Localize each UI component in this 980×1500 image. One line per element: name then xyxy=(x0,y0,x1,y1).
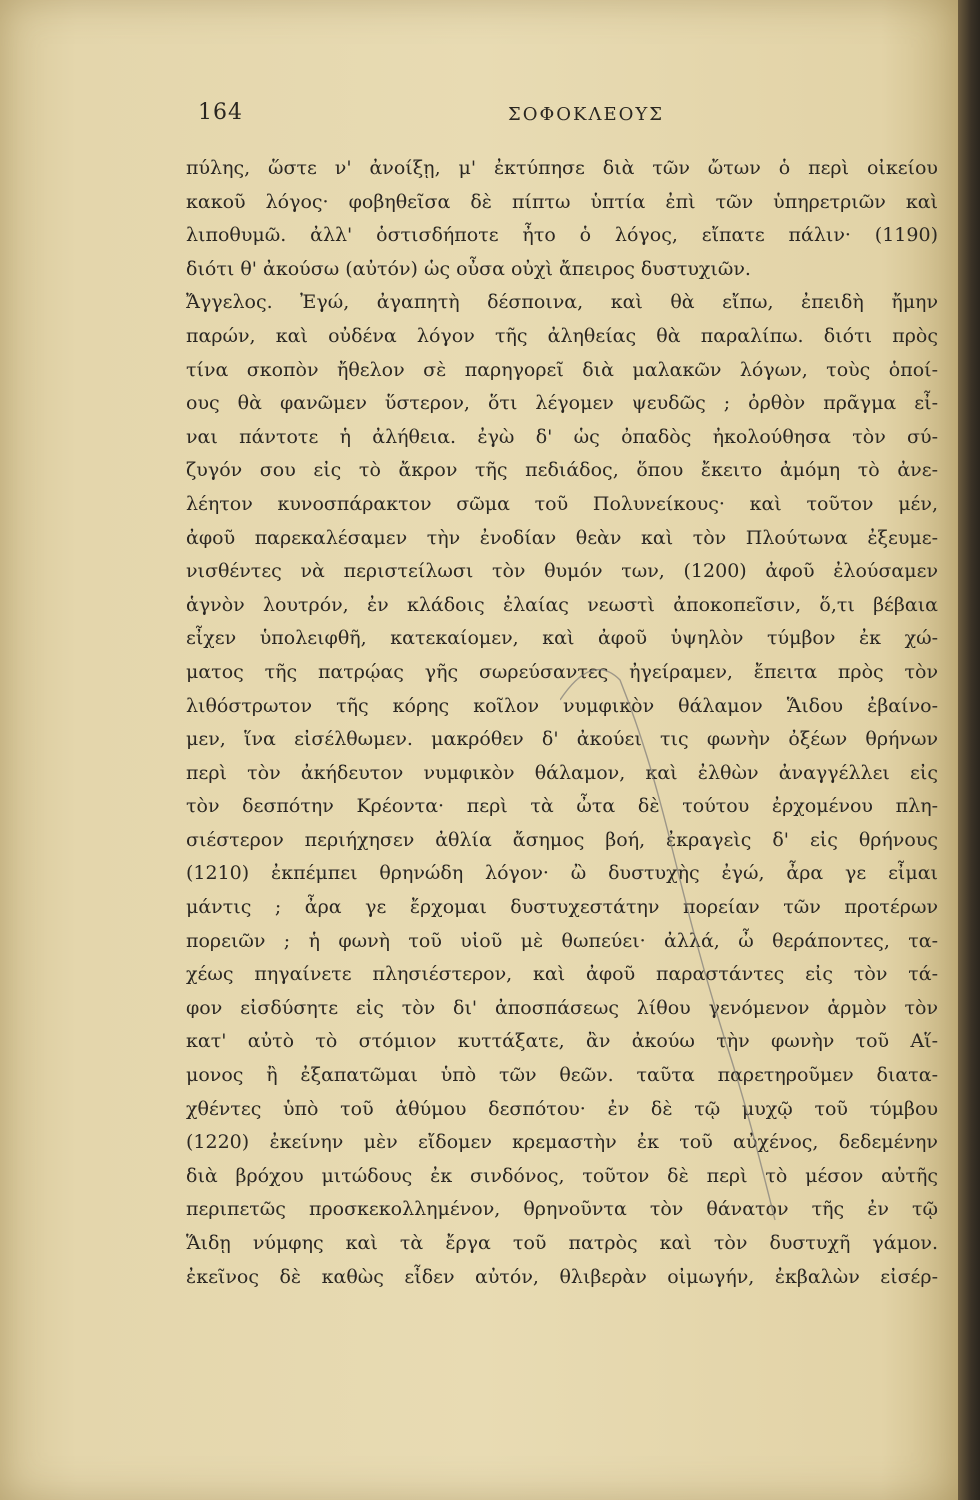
text-line: χέως πηγαίνετε πλησιέστερον, καὶ ἀφοῦ παραστάντες εἰς τὸν τά- xyxy=(186,963,938,986)
page-number: 164 xyxy=(198,100,243,125)
text-line: χθέντες ὑπὸ τοῦ ἀθύμου δεσπότου· ἐν δὲ τῷ μυχῷ τοῦ τύμβου xyxy=(186,1097,938,1120)
text-line: (1210) ἐκπέμπει θρηνώδη λόγον· ὢ δυστυχὴς ἐγώ, ἆρα γε εἶμαι xyxy=(186,862,938,885)
page-edge xyxy=(958,0,980,1500)
text-line: τὸν δεσπότην Κρέοντα· περὶ τὰ ὦτα δὲ τούτου ἐρχομένου πλη- xyxy=(186,795,938,818)
text-line: (1220) ἐκείνην μὲν εἴδομεν κρεμαστὴν ἐκ τοῦ αὐχένος, δεδεμένην xyxy=(186,1131,938,1154)
text-line: μονος ἢ ἐξαπατῶμαι ὑπὸ τῶν θεῶν. ταῦτα παρετηροῦμεν διατα- xyxy=(186,1064,938,1087)
text-line: πύλης, ὥστε ν' ἀνοίξῃ, μ' ἐκτύπησε διὰ τῶν ὤτων ὁ περὶ οἰκείου xyxy=(186,157,938,179)
text-line: περὶ τὸν ἀκήδευτον νυμφικὸν θάλαμον, καὶ ἐλθὼν ἀναγγέλλει εἰς xyxy=(186,761,938,784)
text-line: παρών, καὶ οὐδένα λόγον τῆς ἀληθείας θὰ παραλίπω. διότι πρὸς xyxy=(186,324,938,347)
text-line: τίνα σκοπὸν ἤθελον σὲ παρηγορεῖ διὰ μαλακῶν λόγων, τοὺς ὁποί- xyxy=(186,358,938,381)
text-line: λιθόστρωτον τῆς κόρης κοῖλον νυμφικὸν θάλαμον Ἅιδου ἐβαίνο- xyxy=(186,694,938,717)
text-line: ους θὰ φανῶμεν ὕστερον, ὅτι λέγομεν ψευδῶς ; ὀρθὸν πρᾶγμα εἶ- xyxy=(186,392,938,415)
text-line: νισθέντες νὰ περιστείλωσι τὸν θυμόν των, (1200) ἀφοῦ ἐλούσαμεν xyxy=(186,560,938,583)
text-line: ματος τῆς πατρῴας γῆς σωρεύσαντες ἠγείραμεν, ἔπειτα πρὸς τὸν xyxy=(186,660,938,683)
text-line: σιέστερον περιήχησεν ἀθλία ἄσημος βοή, ἐκραγεὶς δ' εἰς θρήνους xyxy=(186,828,938,851)
text-line: κατ' αὐτὸ τὸ στόμιον κυττάξατε, ἂν ἀκούω τὴν φωνὴν τοῦ Αἵ- xyxy=(186,1030,938,1053)
text-line: μάντις ; ἆρα γε ἔρχομαι δυστυχεστάτην πορείαν τῶν προτέρων xyxy=(186,896,938,919)
text-line: ἁγνὸν λουτρόν, ἐν κλάδοις ἐλαίας νεωστὶ ἀποκοπεῖσιν, ὅ,τι βέβαια xyxy=(186,593,938,616)
pencil-mark xyxy=(560,640,860,1240)
text-line: κακοῦ λόγος· φοβηθεῖσα δὲ πίπτω ὑπτία ἐπὶ τῶν ὑπηρετριῶν καὶ xyxy=(186,190,938,213)
text-line: εἶχεν ὑπολειφθῆ, κατεκαίομεν, καὶ ἀφοῦ ὑψηλὸν τύμβον ἐκ χώ- xyxy=(186,627,938,650)
text-line: λέητον κυνοσπάρακτον σῶμα τοῦ Πολυνείκους· καὶ τοῦτον μέν, xyxy=(186,492,938,515)
text-line: μεν, ἵνα εἰσέλθωμεν. μακρόθεν δ' ἀκούει τις φωνὴν ὀξέων θρήνων xyxy=(186,728,938,751)
page-header xyxy=(198,100,922,140)
text-line: φον εἰσδύσητε εἰς τὸν δι' ἀποσπάσεως λίθου γενόμενον ἁρμὸν τὸν xyxy=(186,996,938,1019)
text-line: ναι πάντοτε ἡ ἀλήθεια. ἐγὼ δ' ὡς ὀπαδὸς ἠκολούθησα τὸν σύ- xyxy=(186,425,938,448)
text-line: ἀφοῦ παρεκαλέσαμεν τὴν ἐνοδίαν θεὰν καὶ τὸν Πλούτωνα ἐξευμε- xyxy=(186,526,938,549)
text-line: ζυγόν σου εἰς τὸ ἄκρον τῆς πεδιάδος, ὅπου ἔκειτο ἀμόμη τὸ ἀνε- xyxy=(186,459,938,482)
text-line: ἐκεῖνος δὲ καθὼς εἶδεν αὐτόν, θλιβερὰν οἰμωγήν, ἐκβαλὼν εἰσέρ- xyxy=(186,1265,938,1288)
text-line: Ἅιδῃ νύμφης καὶ τὰ ἔργα τοῦ πατρὸς καὶ τὸν δυστυχῆ γάμον. xyxy=(186,1232,938,1254)
text-line: διὰ βρόχου μιτώδους ἐκ σινδόνος, τοῦτον δὲ περὶ τὸ μέσον αὐτῆς xyxy=(186,1164,938,1187)
text-line: πορειῶν ; ἡ φωνὴ τοῦ υἱοῦ μὲ θωπεύει· ἀλλά, ὦ θεράποντες, τα- xyxy=(186,929,938,952)
text-line: λιποθυμῶ. ἀλλ' ὁστισδήποτε ἦτο ὁ λόγος, εἴπατε πάλιν· (1190) xyxy=(186,224,938,247)
text-line: Ἄγγελος. Ἐγώ, ἀγαπητὴ δέσποινα, καὶ θὰ εἴπω, ἐπειδὴ ἤμην xyxy=(186,291,938,314)
running-head: ΣΟΦΟΚΛΕΟΥΣ xyxy=(508,104,664,125)
text-line: διότι θ' ἀκούσω (αὐτόν) ὡς οὖσα οὐχὶ ἄπειρος δυστυχιῶν. xyxy=(186,257,751,280)
text-line: περιπετῶς προσκεκολλημένον, θρηνοῦντα τὸν θάνατον τῆς ἐν τῷ xyxy=(186,1198,938,1221)
